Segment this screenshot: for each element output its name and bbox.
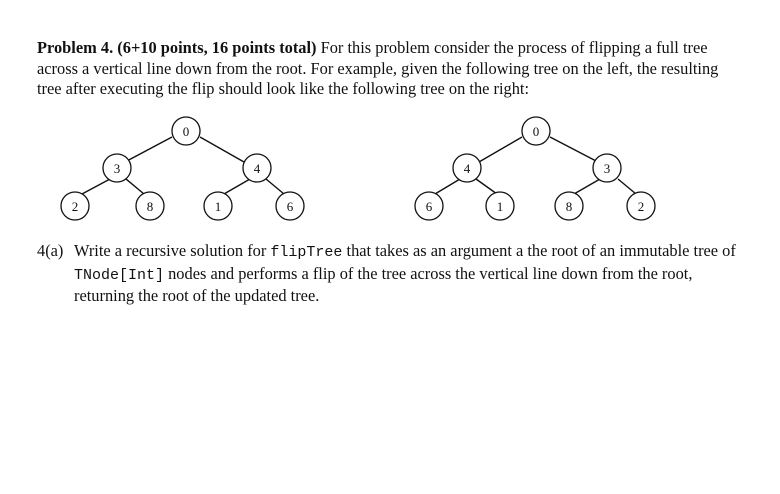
problem-points: (6+10 points, 16 points total) (117, 38, 317, 57)
code-tnode: TNode[Int] (74, 266, 165, 284)
part-a-text-3: nodes and performs a flip of the tree across the vertical line down from the root, returning the root of the updated tree. (74, 263, 693, 305)
tree-node (593, 154, 621, 182)
tree-node (522, 117, 550, 145)
svg-text:1: 1 (496, 199, 504, 214)
code-fliptree: flipTree (270, 244, 343, 261)
svg-text:0: 0 (532, 124, 540, 139)
svg-text:6: 6 (286, 199, 294, 214)
part-a-label: 4(a) (37, 241, 64, 260)
tree-node (103, 154, 131, 182)
svg-text:8: 8 (565, 199, 573, 214)
tree-node (415, 192, 443, 220)
tree-node (453, 154, 481, 182)
left-tree (58, 112, 318, 222)
tree-node (555, 192, 583, 220)
tree-node (136, 192, 164, 220)
svg-text:3: 3 (603, 161, 611, 176)
tree-node (172, 117, 200, 145)
part-a-text (74, 241, 737, 307)
tree-node (204, 192, 232, 220)
tree-node (486, 192, 514, 220)
svg-text:4: 4 (253, 161, 261, 176)
tree-node (276, 192, 304, 220)
problem-statement (37, 38, 737, 100)
svg-text:2: 2 (637, 199, 645, 214)
svg-text:0: 0 (182, 124, 190, 139)
tree-node (627, 192, 655, 220)
problem-heading: Problem 4. (37, 38, 114, 57)
part-a (37, 241, 737, 307)
svg-text:8: 8 (146, 199, 154, 214)
tree-node (61, 192, 89, 220)
tree-node (243, 154, 271, 182)
svg-text:1: 1 (214, 199, 222, 214)
svg-text:6: 6 (425, 199, 433, 214)
problem-intro: For this problem consider the process of flipping a full tree across a vertical line down from the root. For example, given the following tree on the left, the resulting tree after executing the flip should look like the following tree on the right: (37, 38, 719, 98)
svg-text:2: 2 (71, 199, 79, 214)
right-tree (412, 112, 672, 222)
svg-text:4: 4 (463, 161, 471, 176)
part-a-text-2: that takes as an argument a the root of an immutable tree of (342, 241, 736, 260)
part-a-text-1: Write a recursive solution for (74, 241, 271, 260)
svg-text:3: 3 (113, 161, 121, 176)
